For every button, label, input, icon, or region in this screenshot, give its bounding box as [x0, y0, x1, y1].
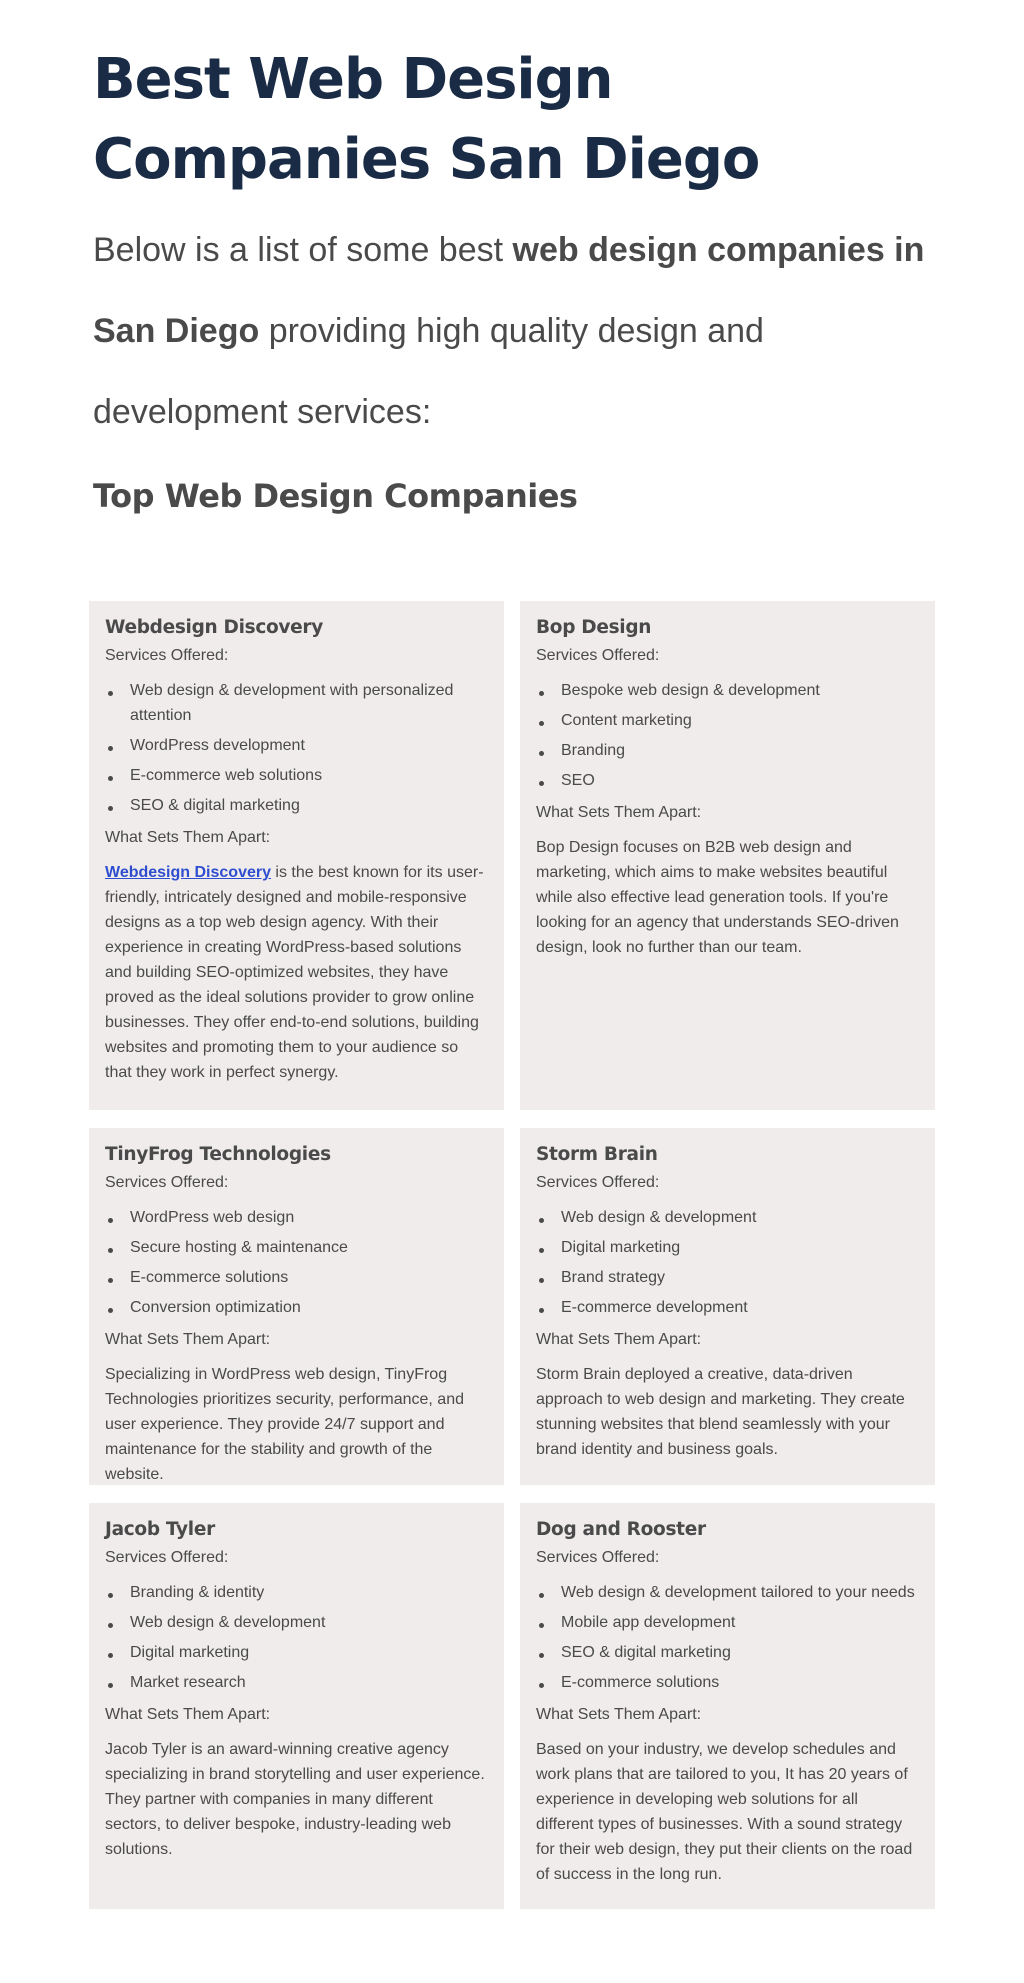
service-item: E-commerce solutions — [105, 1265, 488, 1290]
company-card — [520, 1503, 935, 1909]
companies-row — [89, 1503, 935, 1909]
services-label: Services Offered: — [105, 1174, 229, 1191]
company-name: TinyFrog Technologies — [105, 1144, 331, 1165]
companies-row — [89, 1128, 935, 1485]
service-item: Secure hosting & maintenance — [105, 1235, 488, 1260]
service-item: Web design & development — [105, 1610, 488, 1635]
intro-text-bold: web design companies in San Diego — [93, 231, 925, 350]
services-label: Services Offered: — [536, 1549, 660, 1566]
section-title: Top Web Design Companies — [93, 477, 578, 515]
service-item: Market research — [105, 1670, 488, 1695]
apart-label: What Sets Them Apart: — [536, 1331, 702, 1348]
service-item: Web design & development with personalized attention — [105, 678, 488, 728]
services-list — [105, 1580, 488, 1695]
service-item: Bespoke web design & development — [536, 678, 919, 703]
services-list — [536, 1580, 919, 1695]
company-card — [520, 601, 935, 1110]
apart-label: What Sets Them Apart: — [105, 1331, 271, 1348]
company-description: Storm Brain deployed a creative, data-driven approach to web design and marketing. They create stunning websites that blend seamlessly with your brand identity and business goals. — [536, 1366, 905, 1458]
intro-paragraph — [93, 210, 931, 453]
service-item: Mobile app development — [536, 1610, 919, 1635]
intro-text-after: providing high quality design and development services: — [93, 312, 764, 431]
apart-label: What Sets Them Apart: — [105, 829, 271, 846]
services-label: Services Offered: — [536, 647, 660, 664]
services-label: Services Offered: — [105, 647, 229, 664]
service-item: Branding — [536, 738, 919, 763]
company-card — [89, 601, 504, 1110]
company-description: Jacob Tyler is an award-winning creative agency specializing in brand storytelling and user experience. They partner with companies in many different sectors, to deliver bespoke, industry-leading web solutions. — [105, 1741, 485, 1858]
intro-text-before: Below is a list of some best — [93, 231, 513, 269]
company-name: Jacob Tyler — [105, 1519, 215, 1540]
service-item: SEO & digital marketing — [536, 1640, 919, 1665]
services-label: Services Offered: — [536, 1174, 660, 1191]
service-item: Content marketing — [536, 708, 919, 733]
companies-grid — [89, 601, 935, 1909]
apart-label: What Sets Them Apart: — [105, 1706, 271, 1723]
company-name: Bop Design — [536, 617, 652, 638]
company-description: Specializing in WordPress web design, TinyFrog Technologies prioritizes security, performance, and user experience. They provide 24/7 support and maintenance for the stability and growth of the website. — [105, 1366, 464, 1483]
company-description: Based on your industry, we develop schedules and work plans that are tailored to you, It has 20 years of experience in developing web solutions for all different types of businesses. With a sound strategy for their web design, they put their clients on the road of success in the long run. — [536, 1741, 913, 1883]
company-description: Bop Design focuses on B2B web design and marketing, which aims to make websites beautiful while also effective lead generation tools. If you're looking for an agency that understands SEO-driven design, look no further than our team. — [536, 839, 899, 956]
service-item: WordPress web design — [105, 1205, 488, 1230]
service-item: Digital marketing — [105, 1640, 488, 1665]
description-text: is the best known for its user-friendly, intricately designed and mobile-responsive designs as a top web design agency. With their experience in creating WordPress-based solutions and building SEO-optimized websites, they have proved as the ideal solutions provider to grow online businesses. They offer end-to-end solutions, building websites and promoting them to your audience so that they work in perfect synergy. — [105, 864, 484, 1081]
services-list — [105, 1205, 488, 1320]
company-link[interactable]: Webdesign Discovery — [105, 864, 271, 881]
company-card — [520, 1128, 935, 1485]
services-label: Services Offered: — [105, 1549, 229, 1566]
company-name: Webdesign Discovery — [105, 617, 324, 638]
service-item: Web design & development tailored to your needs — [536, 1580, 919, 1605]
companies-row — [89, 601, 935, 1110]
company-description — [105, 860, 488, 1085]
company-name: Dog and Rooster — [536, 1519, 706, 1540]
service-item: Web design & development — [536, 1205, 919, 1230]
company-card — [89, 1503, 504, 1909]
service-item: SEO — [536, 768, 919, 793]
service-item: Branding & identity — [105, 1580, 488, 1605]
service-item: E-commerce development — [536, 1295, 919, 1320]
service-item: E-commerce solutions — [536, 1670, 919, 1695]
apart-label: What Sets Them Apart: — [536, 804, 702, 821]
services-list — [105, 678, 488, 818]
page-title: Best Web Design Companies San Diego — [93, 47, 760, 192]
service-item: E-commerce web solutions — [105, 763, 488, 788]
service-item: Conversion optimization — [105, 1295, 488, 1320]
services-list — [536, 1205, 919, 1320]
apart-label: What Sets Them Apart: — [536, 1706, 702, 1723]
services-list — [536, 678, 919, 793]
service-item: SEO & digital marketing — [105, 793, 488, 818]
service-item: Digital marketing — [536, 1235, 919, 1260]
service-item: Brand strategy — [536, 1265, 919, 1290]
company-card — [89, 1128, 504, 1485]
service-item: WordPress development — [105, 733, 488, 758]
company-name: Storm Brain — [536, 1144, 658, 1165]
